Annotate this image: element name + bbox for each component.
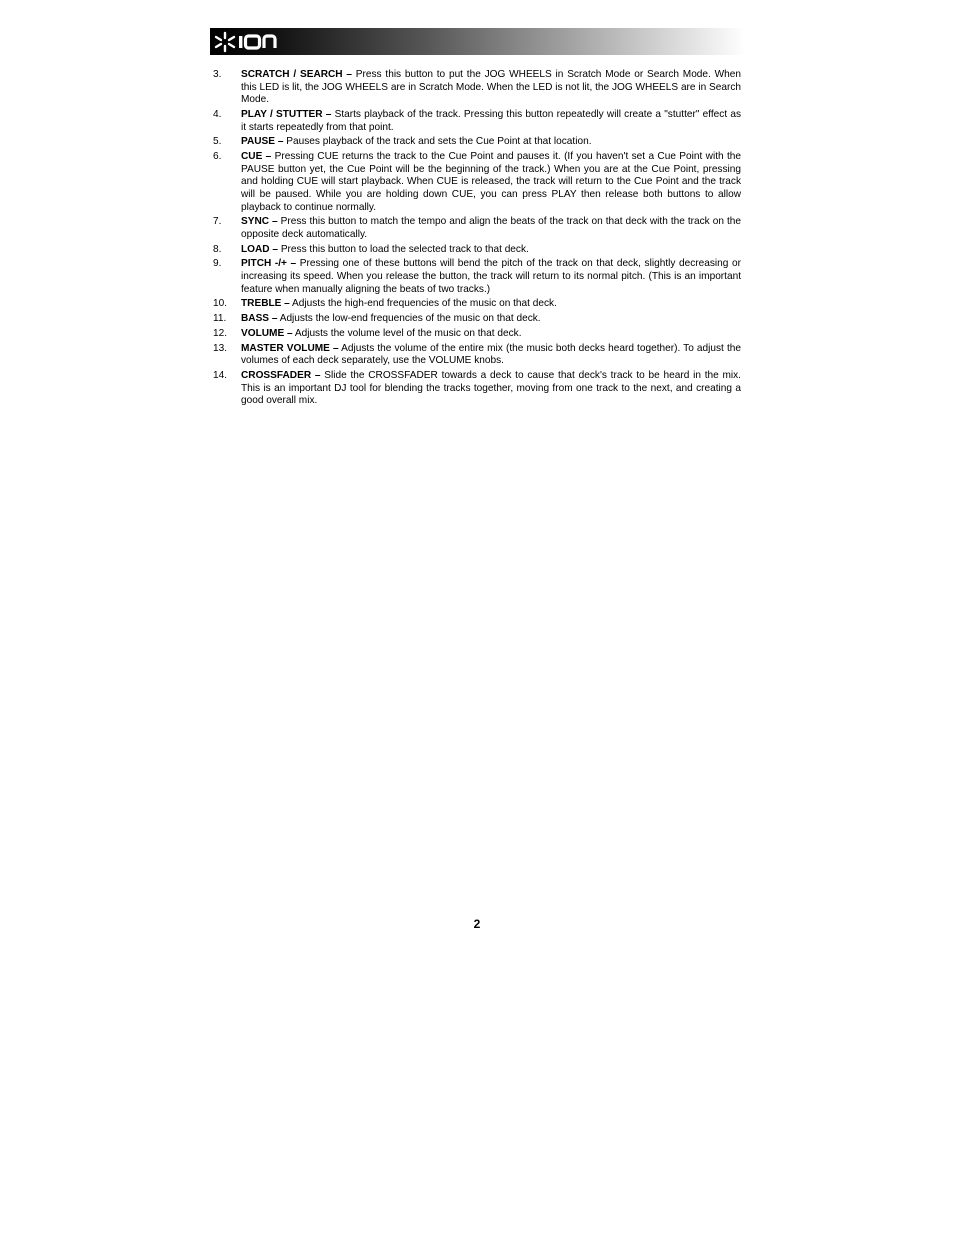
item-body [241, 136, 741, 149]
page-number: 2 [473, 917, 481, 931]
list-item [213, 313, 741, 326]
item-number: 10. [213, 298, 228, 310]
list-item [213, 216, 741, 241]
list-item [213, 69, 741, 107]
item-term: SCRATCH / SEARCH – [241, 69, 353, 80]
feature-list [213, 69, 741, 410]
item-text: Press this button to match the tempo and align the beats of the track on that deck with the track on the opposite deck automatically. [241, 216, 741, 240]
item-number: 8. [213, 243, 222, 255]
item-number: 4. [213, 108, 222, 120]
item-term: SYNC – [241, 216, 278, 228]
item-text: Pressing one of these buttons will bend the pitch of the track on that deck, slightly decreasing or increasing its speed. When you release the button, the track will return to its normal pitch. (This is an important feature when manually aligning the beats of two tracks.) [241, 258, 741, 295]
item-number: 12. [213, 327, 228, 339]
item-text: Pauses playback of the track and sets the Cue Point at that location. [283, 136, 592, 148]
item-term: PAUSE – [241, 136, 284, 148]
item-text: Adjusts the high-end frequencies of the music on that deck. [289, 298, 557, 310]
item-number: 7. [213, 216, 222, 228]
item-number: 14. [213, 370, 228, 382]
item-body [241, 69, 741, 107]
ion-logo [214, 30, 290, 53]
list-item [213, 244, 741, 257]
item-text: Starts playback of the track. Pressing this button repeatedly will create a "stutter" effect as it starts repeatedly from that point. [241, 108, 742, 133]
item-body [241, 370, 741, 408]
item-term: CROSSFADER – [241, 370, 321, 382]
item-text: Adjusts the volume level of the music on that deck. [292, 327, 522, 339]
item-text: Slide the CROSSFADER towards a deck to cause that deck's track to be heard in the mix. This is an important DJ tool for blending the tracks together, moving from one track to the next, and creating a good overall mix. [241, 370, 741, 407]
list-item [213, 151, 741, 214]
item-term: PITCH -/+ – [241, 258, 297, 270]
item-term: TREBLE – [241, 298, 290, 310]
item-body [241, 244, 741, 257]
ion-star-icon [214, 31, 290, 53]
list-item [213, 109, 741, 134]
item-body [241, 109, 741, 134]
item-term: VOLUME – [241, 327, 293, 339]
list-item [213, 343, 741, 368]
item-text: Adjusts the volume of the entire mix (the music both decks heard together). To adjust the volumes of each deck separately, use the VOLUME knobs. [241, 342, 741, 367]
item-number: 3. [213, 69, 222, 80]
list-item [213, 298, 741, 311]
item-text: Adjusts the low-end frequencies of the music on that deck. [277, 313, 541, 325]
item-body [241, 216, 741, 241]
item-text: Pressing CUE returns the track to the Cue Point and pauses it. (If you haven't set a Cue Point with the PAUSE button yet, the Cue Point will be the beginning of the track.) When you are at the Cue Point, pressing and holding CUE will start playback. When CUE is released, the track will return to the Cue Point and the track will be paused. While you are holding down CUE, you can press PLAY then release both buttons to allow playback to continue normally. [241, 151, 741, 213]
header-bar [210, 28, 745, 55]
item-body [241, 328, 741, 341]
item-term: LOAD – [241, 243, 279, 255]
item-body [241, 151, 741, 214]
item-body [241, 298, 741, 311]
item-term: PLAY / STUTTER – [241, 108, 332, 120]
list-item [213, 136, 741, 149]
item-number: 5. [213, 136, 222, 148]
list-item [213, 370, 741, 408]
item-number: 11. [213, 313, 227, 325]
item-term: MASTER VOLUME – [241, 342, 339, 354]
item-body [241, 343, 741, 368]
item-term: BASS – [241, 313, 278, 325]
list-item [213, 328, 741, 341]
item-number: 9. [213, 258, 222, 270]
item-body [241, 313, 741, 326]
item-text: Press this button to put the JOG WHEELS in Scratch Mode or Search Mode. When this LED is lit, the JOG WHEELS are in Scratch Mode. When the LED is not lit, the JOG WHEELS are in Search Mode. [241, 69, 741, 106]
list-item [213, 258, 741, 296]
item-number: 6. [213, 151, 222, 163]
item-text: Press this button to load the selected track to that deck. [278, 243, 529, 255]
item-body [241, 258, 741, 296]
item-number: 13. [213, 342, 228, 354]
item-term: CUE – [241, 151, 272, 163]
